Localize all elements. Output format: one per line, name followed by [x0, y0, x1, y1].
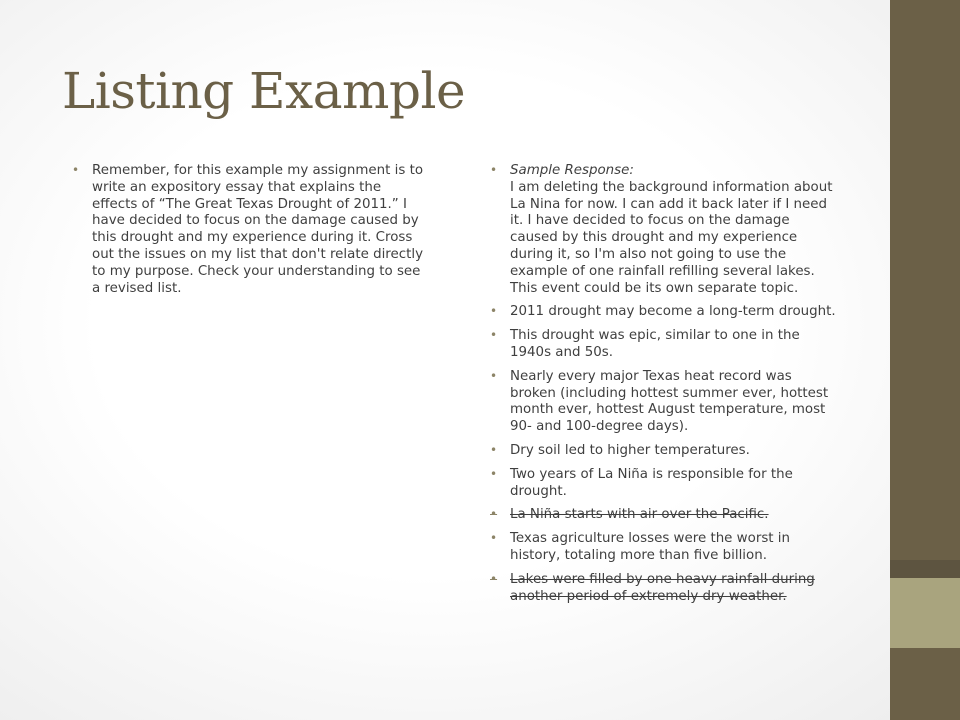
left-bullet-list — [72, 163, 424, 304]
bullet-text: 2011 drought may become a long-term drought. — [510, 304, 836, 320]
sample-response-item — [490, 163, 840, 297]
right-bullet-list — [490, 163, 840, 612]
sidebar-stripe-light — [890, 578, 960, 648]
bullet-text: Remember, for this example my assignment is to write an expository essay that explains the effects of “The Great Texas Drought of 2011.” I have decided to focus on the damage caused by this drought and my experience during it. Cross out the issues on my list that don't relate directly to my purpose. Check your understanding to see a revised list. — [92, 163, 424, 296]
list-item — [490, 531, 840, 565]
bullet-icon: • — [72, 163, 80, 177]
bullet-icon: • — [490, 328, 498, 343]
bullet-icon: • — [490, 531, 498, 546]
bullet-icon: • — [490, 304, 498, 319]
bullet-icon: • — [490, 466, 498, 481]
sample-response-heading: Sample Response: — [510, 163, 634, 178]
bullet-icon: • — [490, 507, 498, 522]
list-item — [490, 443, 840, 460]
list-item — [490, 467, 840, 501]
sidebar-stripe-dark — [890, 560, 960, 578]
list-item — [490, 369, 840, 436]
slide-title: Listing Example — [62, 62, 466, 120]
list-item — [72, 163, 424, 297]
bullet-icon: • — [490, 442, 498, 457]
bullet-text: Two years of La Niña is responsible for the drought. — [510, 466, 793, 499]
bullet-icon: • — [490, 163, 498, 177]
list-item — [490, 304, 840, 321]
sample-response-text: I am deleting the background information about La Nina for now. I can add it back later if I need it. I have decided to focus on the damage caused by this drought and my experience during it, so I'm also not going to use the example of one rainfall refilling several lakes. This event could be its own separate topic. — [510, 179, 833, 296]
bullet-icon: • — [490, 571, 498, 586]
bullet-icon: • — [490, 368, 498, 383]
list-item-struck — [490, 572, 840, 606]
bullet-text-struck: Lakes were filled by one heavy rainfall during another period of extremely dry weather. — [510, 571, 815, 604]
bullet-text-struck: La Niña starts with air over the Pacific. — [510, 507, 769, 523]
bullet-text: Dry soil led to higher temperatures. — [510, 442, 750, 458]
bullet-text: Texas agriculture losses were the worst in history, totaling more than five billion. — [510, 531, 791, 563]
bullet-text: This drought was epic, similar to one in the 1940s and 50s. — [510, 328, 800, 360]
list-item — [490, 328, 840, 362]
list-item-struck — [490, 507, 840, 524]
bullet-text: Nearly every major Texas heat record was broken (including hottest summer ever, hottest month ever, hottest August temperature, most 90- and 100-degree days). — [510, 368, 829, 435]
